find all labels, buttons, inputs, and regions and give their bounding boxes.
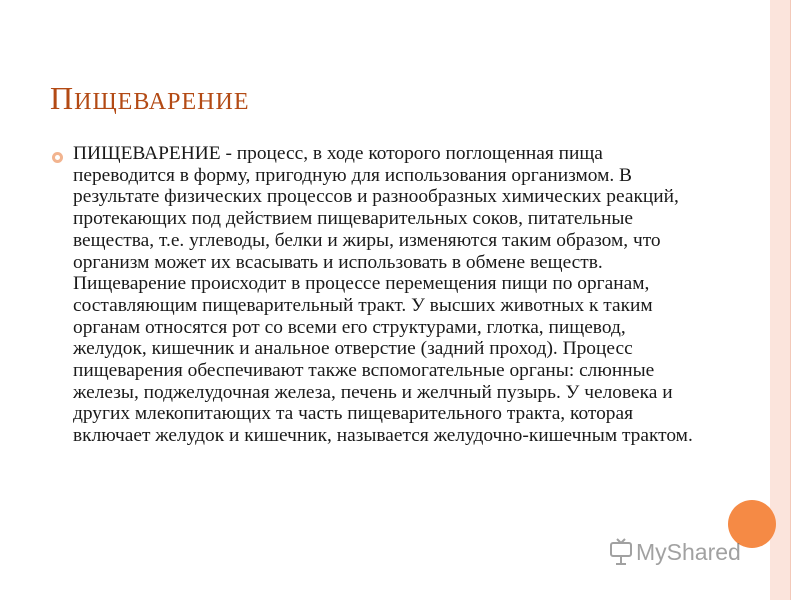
watermark-text: MyShared [636,538,741,565]
slide-title [50,80,249,117]
watermark [608,538,741,566]
title-initial: П [50,80,75,116]
myshared-logo-icon [608,538,634,566]
slide-side-line [790,0,791,600]
bullet-icon [52,152,63,163]
slide-side-band [770,0,790,600]
slide [14,0,770,600]
body-paragraph: ПИЩЕВАРЕНИЕ - процесс, в ходе которого поглощенная пища переводится в форму, пригодную для использования организмом. В результате физических процессов и разнообразных химических реакций, протекающих под действием пищеварительных соков, питательные вещества, т.е. углеводы, белки и жиры, изменяются таким образом, что организм может их всасывать и использовать в обмене веществ. Пищеварение происходит в процессе перемещения пищи по органам, составляющим пищеварительный тракт. У высших животных к таким органам относятся рот со всеми его структурами, глотка, пищевод, желудок, кишечник и анальное отверстие (задний проход). Процесс пищеварения обеспечивают также вспомогательные органы: слюнные железы, поджелудочная железа, печень и желчный пузырь. У человека и других млекопитающих та часть пищеварительного тракта, которая включает желудок и кишечник, называется желудочно-кишечным трактом. [73,143,693,447]
title-rest: ИЩЕВАРЕНИЕ [74,89,250,115]
